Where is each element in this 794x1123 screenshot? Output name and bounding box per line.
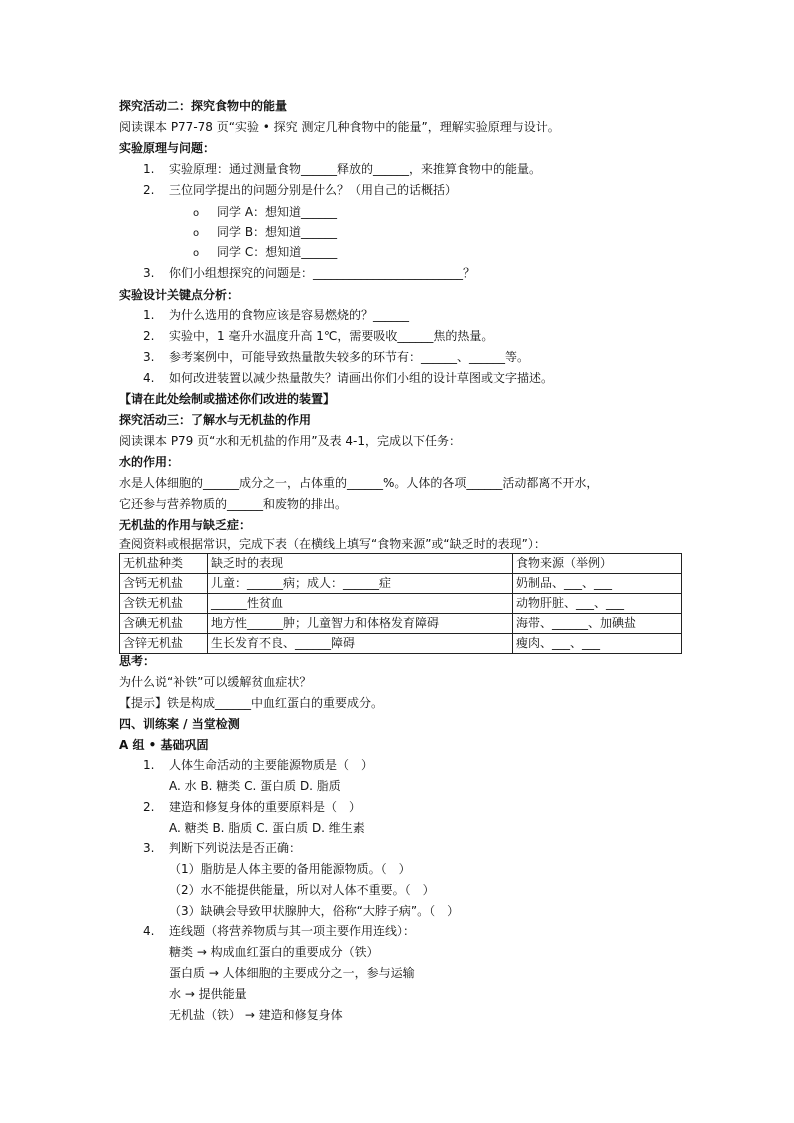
question-3 xyxy=(143,840,301,856)
table-cell: 生长发育不良、______障碍 xyxy=(208,634,513,654)
sub-item-b xyxy=(193,224,337,242)
principle-item-2 xyxy=(143,182,457,198)
item-text: 你们小组想探究的问题是：_________________________？ xyxy=(169,266,476,280)
question-number: 4. xyxy=(143,924,155,938)
table-cell: 含铁无机盐 xyxy=(120,594,208,614)
drawing-note: 【请在此处绘制或描述你们改进的装置】 xyxy=(119,392,336,406)
water-line-1: 水是人体细胞的______成分之一，占体重的______%。人体的各项______活动都离不开水， xyxy=(119,476,599,490)
table-cell: 含碘无机盐 xyxy=(120,614,208,634)
question-number: 2. xyxy=(143,800,155,814)
table-row xyxy=(120,634,682,654)
item-text: 实验原理：通过测量食物______释放的______，来推算食物中的能量。 xyxy=(169,162,542,176)
item-number: 2. xyxy=(143,329,155,343)
item-text: 三位同学提出的问题分别是什么？（用自己的话概括） xyxy=(169,183,458,197)
table-header-row xyxy=(120,554,682,574)
circle-bullet-icon: o xyxy=(193,228,200,239)
item-number: 1. xyxy=(143,308,155,322)
item-number: 3. xyxy=(143,266,155,280)
question-1 xyxy=(143,757,373,773)
group-a-heading: A 组 • 基础巩固 xyxy=(119,738,209,752)
design-item-3 xyxy=(143,349,529,365)
question-number: 1. xyxy=(143,758,155,772)
design-item-1 xyxy=(143,307,409,323)
statement-3: （3）缺碘会导致甲状腺肿大，俗称“大脖子病”。（ ） xyxy=(169,904,460,918)
match-pair-4: 无机盐（铁） → 建造和修复身体 xyxy=(169,1008,343,1022)
item-text: 如何改进装置以减少热量散失？请画出你们小组的设计草图或文字描述。 xyxy=(169,371,554,385)
table-cell: 含锌无机盐 xyxy=(120,634,208,654)
question-number: 3. xyxy=(143,841,155,855)
sub-item-text: 同学 B：想知道______ xyxy=(217,225,338,239)
item-text: 为什么选用的食物应该是容易燃烧的？______ xyxy=(169,308,410,322)
table-cell: 海带、______、加碘盐 xyxy=(513,614,682,634)
sub-item-c xyxy=(193,244,337,262)
circle-bullet-icon: o xyxy=(193,208,200,219)
water-heading: 水的作用： xyxy=(119,455,180,469)
design-item-2 xyxy=(143,328,493,344)
question-text: 建造和修复身体的重要原料是（ ） xyxy=(169,800,362,814)
activity2-heading: 探究活动二：探究食物中的能量 xyxy=(119,99,288,113)
mineral-salt-table xyxy=(119,553,682,654)
item-number: 2. xyxy=(143,183,155,197)
statement-2: （2）水不能提供能量，所以对人体不重要。（ ） xyxy=(169,883,435,897)
question-2 xyxy=(143,799,361,815)
question-text: 人体生命活动的主要能源物质是（ ） xyxy=(169,758,374,772)
match-pair-3: 水 → 提供能量 xyxy=(169,987,247,1001)
question-1-options: A. 水 B. 糖类 C. 蛋白质 D. 脂质 xyxy=(169,779,341,793)
sub-item-a xyxy=(193,204,337,222)
item-number: 3. xyxy=(143,350,155,364)
table-cell: 奶制品、___、___ xyxy=(513,574,682,594)
think-heading: 思考： xyxy=(119,654,156,668)
item-number: 4. xyxy=(143,371,155,385)
table-cell: ______性贫血 xyxy=(208,594,513,614)
think-question: 为什么说“补铁”可以缓解贫血症状？ xyxy=(119,675,312,689)
activity3-intro: 阅读课本 P79 页“水和无机盐的作用”及表 4-1，完成以下任务： xyxy=(119,434,461,448)
principle-item-3 xyxy=(143,265,475,281)
table-row xyxy=(120,594,682,614)
question-2-options: A. 糖类 B. 脂质 C. 蛋白质 D. 维生素 xyxy=(169,821,365,835)
table-cell: 瘦肉、___、___ xyxy=(513,634,682,654)
item-text: 实验中，1 毫升水温度升高 1℃，需要吸收______焦的热量。 xyxy=(169,329,494,343)
salt-intro: 查阅资料或根据常识，完成下表（在横线上填写“食物来源”或“缺乏时的表现”）： xyxy=(119,537,546,551)
table-row xyxy=(120,574,682,594)
table-cell: 含钙无机盐 xyxy=(120,574,208,594)
item-text: 参考案例中，可能导致热量散失较多的环节有：______、______等。 xyxy=(169,350,530,364)
statement-1: （1）脂肪是人体主要的备用能源物质。（ ） xyxy=(169,862,411,876)
question-4 xyxy=(143,923,415,939)
design-heading: 实验设计关键点分析： xyxy=(119,288,240,302)
match-pair-1: 糖类 → 构成血红蛋白的重要成分（铁） xyxy=(169,945,379,959)
principle-item-1 xyxy=(143,161,541,177)
table-row xyxy=(120,614,682,634)
sub-item-text: 同学 A：想知道______ xyxy=(217,205,338,219)
table-header-cell: 无机盐种类 xyxy=(120,554,208,574)
section4-heading: 四、训练案 / 当堂检测 xyxy=(119,717,240,731)
table-header-cell: 缺乏时的表现 xyxy=(208,554,513,574)
question-text: 连线题（将营养物质与其一项主要作用连线）： xyxy=(169,924,416,938)
table-cell: 地方性______肿；儿童智力和体格发育障碍 xyxy=(208,614,513,634)
activity2-intro: 阅读课本 P77-78 页“实验 • 探究 测定几种食物中的能量”，理解实验原理与设计。 xyxy=(119,120,560,134)
table-cell: 儿童：______病；成人：______症 xyxy=(208,574,513,594)
circle-bullet-icon: o xyxy=(193,248,200,259)
activity3-heading: 探究活动三：了解水与无机盐的作用 xyxy=(119,413,312,427)
principle-heading: 实验原理与问题： xyxy=(119,141,216,155)
water-line-2: 它还参与营养物质的______和废物的排出。 xyxy=(119,497,348,511)
salt-heading: 无机盐的作用与缺乏症： xyxy=(119,518,252,532)
item-number: 1. xyxy=(143,162,155,176)
question-text: 判断下列说法是否正确： xyxy=(169,841,302,855)
hint: 【提示】铁是构成______中血红蛋白的重要成分。 xyxy=(119,696,384,710)
table-cell: 动物肝脏、___、___ xyxy=(513,594,682,614)
sub-item-text: 同学 C：想知道______ xyxy=(217,245,338,259)
match-pair-2: 蛋白质 → 人体细胞的主要成分之一，参与运输 xyxy=(169,966,415,980)
table-header-cell: 食物来源（举例） xyxy=(513,554,682,574)
design-item-4 xyxy=(143,370,553,386)
